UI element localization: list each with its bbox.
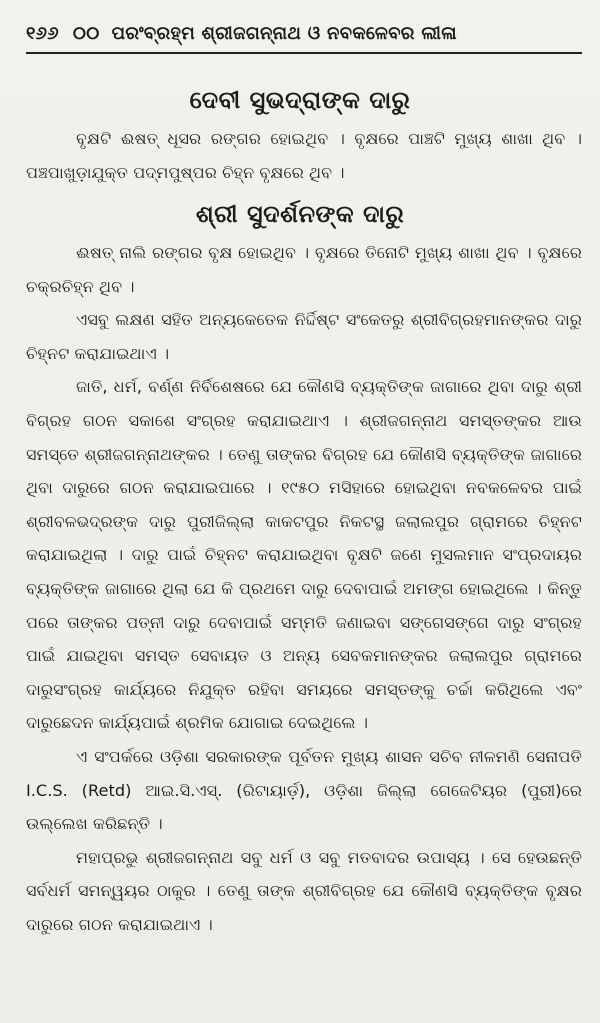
paragraph: ଈଷତ୍ ନାଲି ରଙ୍ଗର ବୃକ୍ଷ ହୋଇଥିବ । ବୃକ୍ଷରେ ତିନୋଟି ମୁଖ୍ୟ ଶାଖା ଥିବ । ବୃକ୍ଷରେ ଚକ୍ରଚିହ୍ନ ଥିବ । [26,243,582,296]
section-title-sudarshan: ଶ୍ରୀ ସୁଦର୍ଶନଙ୍କ ଦାରୁ [195,200,405,228]
header-rule [26,52,582,54]
paragraph: ମହାପ୍ରଭୁ ଶ୍ରୀଜଗନ୍ନାଥ ସବୁ ଧର୍ମ ଓ ସବୁ ମତବାଦର ଉପାସ୍ୟ । ସେ ହେଉଛନ୍ତି ସର୍ବଧର୍ମ ସମନ୍ୱୟର ଠାକୁର । ତେଣୁ ତାଙ୍କ ଶ୍ରୀବିଗ୍ରହ ଯେ କୌଣସି ବ୍ୟକ୍ତିଙ୍କ ବୃକ୍ଷର ଦାରୁରେ ଗଠନ କରାଯାଇଥାଏ । [26,847,582,934]
paragraph: ଏସବୁ ଲକ୍ଷଣ ସହିତ ଅନ୍ୟକେତେକ ନିର୍ଦ୍ଦିଷ୍ଟ ସଂକେତରୁ ଶ୍ରୀବିଗ୍ରହମାନଙ୍କର ଦାରୁ ଚିହ୍ନଟ କରାଯାଇଥାଏ । [26,310,582,363]
paragraph: ଜାତି, ଧର୍ମ, ବର୍ଣ୍ଣ ନିର୍ବିଶେଷରେ ଯେ କୌଣସି ବ୍ୟକ୍ତିଙ୍କ ଜାଗାରେ ଥିବା ଦାରୁ ଶ୍ରୀ ବିଗ୍ରହ ଗଠନ ସକାଶେ ସଂଗ୍ରହ କରାଯାଇଥାଏ । ଶ୍ରୀଜଗନ୍ନାଥ ସମସ୍ତଙ୍କର ଆଉ ସମସ୍ତେ ଶ୍ରୀଜଗନ୍ନାଥଙ୍କର । ତେଣୁ ତାଙ୍କର ବିଗ୍ରହ ଯେ କୌଣସି ବ୍ୟକ୍ତିଙ୍କ ଜାଗାରେ ଥିବା ଦାରୁରେ ଗଠନ କରାଯାଇପାରେ । ୧୯୫୦ ମସିହାରେ ହୋଇଥିବା ନବକଳେବର ପାଇଁ ଶ୍ରୀବଳଭଦ୍ରଙ୍କ ଦାରୁ ପୁରୀଜିଲ୍ଲା କାକଟପୁର ନିକଟସ୍ଥ ଜଲାଲପୁର ଗ୍ରାମରେ ଚିହ୍ନଟ କରାଯାଇଥିଲା । ଦାରୁ ପାଇଁ ଚିହ୍ନଟ କରାଯାଇଥିବା ବୃକ୍ଷଟି ଜଣେ ମୁସଲମାନ ସଂପ୍ରଦାୟର ବ୍ୟକ୍ତିଙ୍କ ଜାଗାରେ ଥିଲା ଯେ କି ପ୍ରଥମେ ଦାରୁ ଦେବାପାଇଁ ଅମଙ୍ଗ ହୋଇଥିଲେ । କିନ୍ତୁ ପରେ ତାଙ୍କର ପତ୍ନୀ ଦାରୁ ଦେବାପାଇଁ ସମ୍ମତି ଜଣାଇବା ସଙ୍ଗେସଙ୍ଗେ ଦାରୁ ସଂଗ୍ରହ ପାଇଁ ଯାଇଥିବା ସମସ୍ତ ସେବାୟତ ଓ ଅନ୍ୟ ସେବକମାନଙ୍କର ଜଲାଲପୁର ଗ୍ରାମରେ ଦାରୁସଂଗ୍ରହ କାର୍ଯ୍ୟରେ ନିଯୁକ୍ତ ରହିବା ସମୟରେ ସମସ୍ତଙ୍କୁ ଚର୍ଚ୍ଚା କରିଥିଲେ ଏବଂ ଦାରୁଛେଦନ କାର୍ଯ୍ୟପାଇଁ ଶ୍ରମିକ ଯୋଗାଇ ଦେଇଥିଲେ । [26,377,582,733]
chapter-number: ୦୦ [72,22,100,44]
paragraph: ଏ ସଂପର୍କରେ ଓଡ଼ିଶା ସରକାରଙ୍କ ପୂର୍ବତନ ମୁଖ୍ୟ ଶାସନ ସଚିବ ନୀଳମଣି ସେନାପତି I.C.S. (Retd) ଆଇ.ସି.ଏସ୍. (ରିଟାୟାର୍ଡ଼), ଓଡ଼ିଶା ଜିଲ୍ଲା ଗେଜେଟିୟର (ପୁରୀ)ରେ ଉଲ୍ଲେଖ କରିଛନ୍ତି । [26,746,582,834]
book-title: ପରଂବ୍ରହ୍ମ ଶ୍ରୀଜଗନ୍ନାଥ ଓ ନବକଳେବର ଲୀଳା [111,22,457,44]
section-body-subhadra [26,122,582,189]
section-title-subhadra: ଦେବୀ ସୁଭଦ୍ରାଙ୍କ ଦାରୁ [189,86,411,114]
running-header [26,18,582,48]
page-number: ୧୬୬ [26,22,59,44]
paragraph: ବୃକ୍ଷଟି ଈଷତ୍ ଧୂସର ରଙ୍ଗର ହୋଇଥିବ । ବୃକ୍ଷରେ ପାଞ୍ଚଟି ମୁଖ୍ୟ ଶାଖା ଥିବ । ପଞ୍ଚପାଖୁଡ଼ାଯୁକ୍ତ ପଦ୍ମପୁଷ୍ପର ଚିହ୍ନ ବୃକ୍ଷରେ ଥିବ । [26,129,582,182]
section-body-sudarshan [26,236,582,941]
